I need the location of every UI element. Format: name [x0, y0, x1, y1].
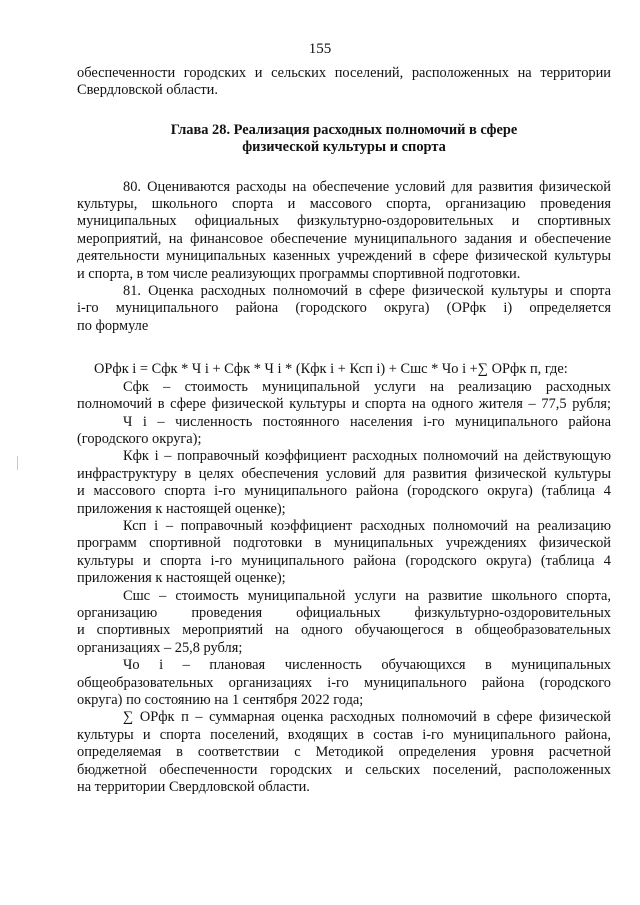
- text-line: культуры, школьного спорта и массового спорта, организацию проведения: [77, 196, 611, 213]
- chapter-heading: [77, 122, 611, 157]
- definition-sum: [77, 709, 611, 796]
- text-line: на территории Свердловской области.: [77, 779, 310, 796]
- text-line: i-го муниципального района (городского округа) (ОРфк i) определяется: [77, 300, 611, 317]
- text-line: 80. Оцениваются расходы на обеспечение условий для развития физической: [123, 178, 611, 195]
- text-line: программ спортивной подготовки в муниципальных учреждениях физической: [77, 535, 611, 552]
- text-line: определяемая в соответствии с Методикой определения уровня расчетной: [77, 744, 611, 761]
- formula: ОРфк i = Сфк * Ч i + Сфк * Ч i * (Кфк i + Ксп i) + Сшс * Чо i +∑ ОРфк п, где:: [94, 361, 568, 378]
- text-line: и спорта, в том числе реализующих программы спортивной подготовки.: [77, 265, 521, 282]
- intro-paragraph: [77, 65, 611, 100]
- text-line: бюджетной обеспеченности городских и сельских поселений, расположенных: [77, 761, 611, 778]
- text-line: Сшс – стоимость муниципальной услуги на развитие школьного спорта,: [123, 587, 611, 604]
- text-line: культуры и спорта поселений, входящих в состав i-го муниципального района,: [77, 726, 611, 743]
- text-line: (городского округа);: [77, 430, 202, 447]
- paragraph-81: [77, 283, 611, 335]
- heading-line: Глава 28. Реализация расходных полномочий в сфере: [170, 121, 518, 138]
- text-line: приложения к настоящей оценке);: [77, 500, 286, 517]
- definition-sfk: [77, 379, 611, 414]
- page-number: 155: [308, 41, 332, 57]
- text-line: Кфк i – поправочный коэффициент расходных полномочий на действующую: [123, 448, 611, 465]
- definition-ksp: [77, 518, 611, 588]
- text-line: полномочий в сфере физической культуры и спорта на одного жителя – 77,5 рубля;: [77, 396, 611, 413]
- text-line: мероприятий, на финансовое обеспечение муниципального задания и обеспечение: [77, 230, 611, 247]
- text-line: приложения к настоящей оценке);: [77, 570, 286, 587]
- text-line: и массового спорта i-го муниципального района (городского округа) (таблица 4: [77, 483, 611, 500]
- text-line: организацию проведения официальных физкультурно-оздоровительных: [77, 604, 611, 621]
- text-line: обеспеченности городских и сельских поселений, расположенных на территории: [77, 65, 611, 81]
- heading-line: физической культуры и спорта: [242, 139, 446, 156]
- text-line: и спортивных мероприятий на одного обучающегося в общеобразовательных: [77, 622, 611, 639]
- text-line: по формуле: [77, 317, 149, 334]
- text-line: инфраструктуру в целях обеспечения условий для развития физической культуры: [77, 465, 611, 482]
- text-line: округа) по состоянию на 1 сентября 2022 года;: [77, 692, 364, 708]
- text-line: культуры и спорта i-го муниципального района (городского округа) (таблица 4: [77, 552, 611, 569]
- margin-mark: [17, 456, 18, 470]
- text-line: Ч i – численность постоянного населения i-го муниципального района: [123, 413, 611, 430]
- text-line: общеобразовательных организациях i-го муниципального района (городского: [77, 674, 611, 691]
- definition-choi: [77, 657, 611, 709]
- document-body: [77, 65, 611, 796]
- definition-sshs: [77, 588, 611, 658]
- text-line: ∑ ОРфк п – суммарная оценка расходных полномочий в сфере физической: [123, 709, 611, 726]
- text-line: муниципальных официальных физкультурно-оздоровительных и спортивных: [77, 213, 611, 230]
- text-line: Чо i – плановая численность обучающихся в муниципальных: [123, 657, 611, 674]
- text-line: деятельности муниципальных казенных учреждений в сфере физической культуры: [77, 248, 611, 265]
- text-line: Свердловской области.: [77, 82, 218, 99]
- definition-chi: [77, 414, 611, 449]
- text-line: Ксп i – поправочный коэффициент расходных полномочий на реализацию: [123, 517, 611, 534]
- paragraph-80: [77, 179, 611, 283]
- text-line: организациях – 25,8 рубля;: [77, 639, 243, 656]
- text-line: Сфк – стоимость муниципальной услуги на реализацию расходных: [123, 378, 611, 395]
- definition-kfk: [77, 448, 611, 518]
- text-line: 81. Оценка расходных полномочий в сфере физической культуры и спорта: [123, 283, 611, 300]
